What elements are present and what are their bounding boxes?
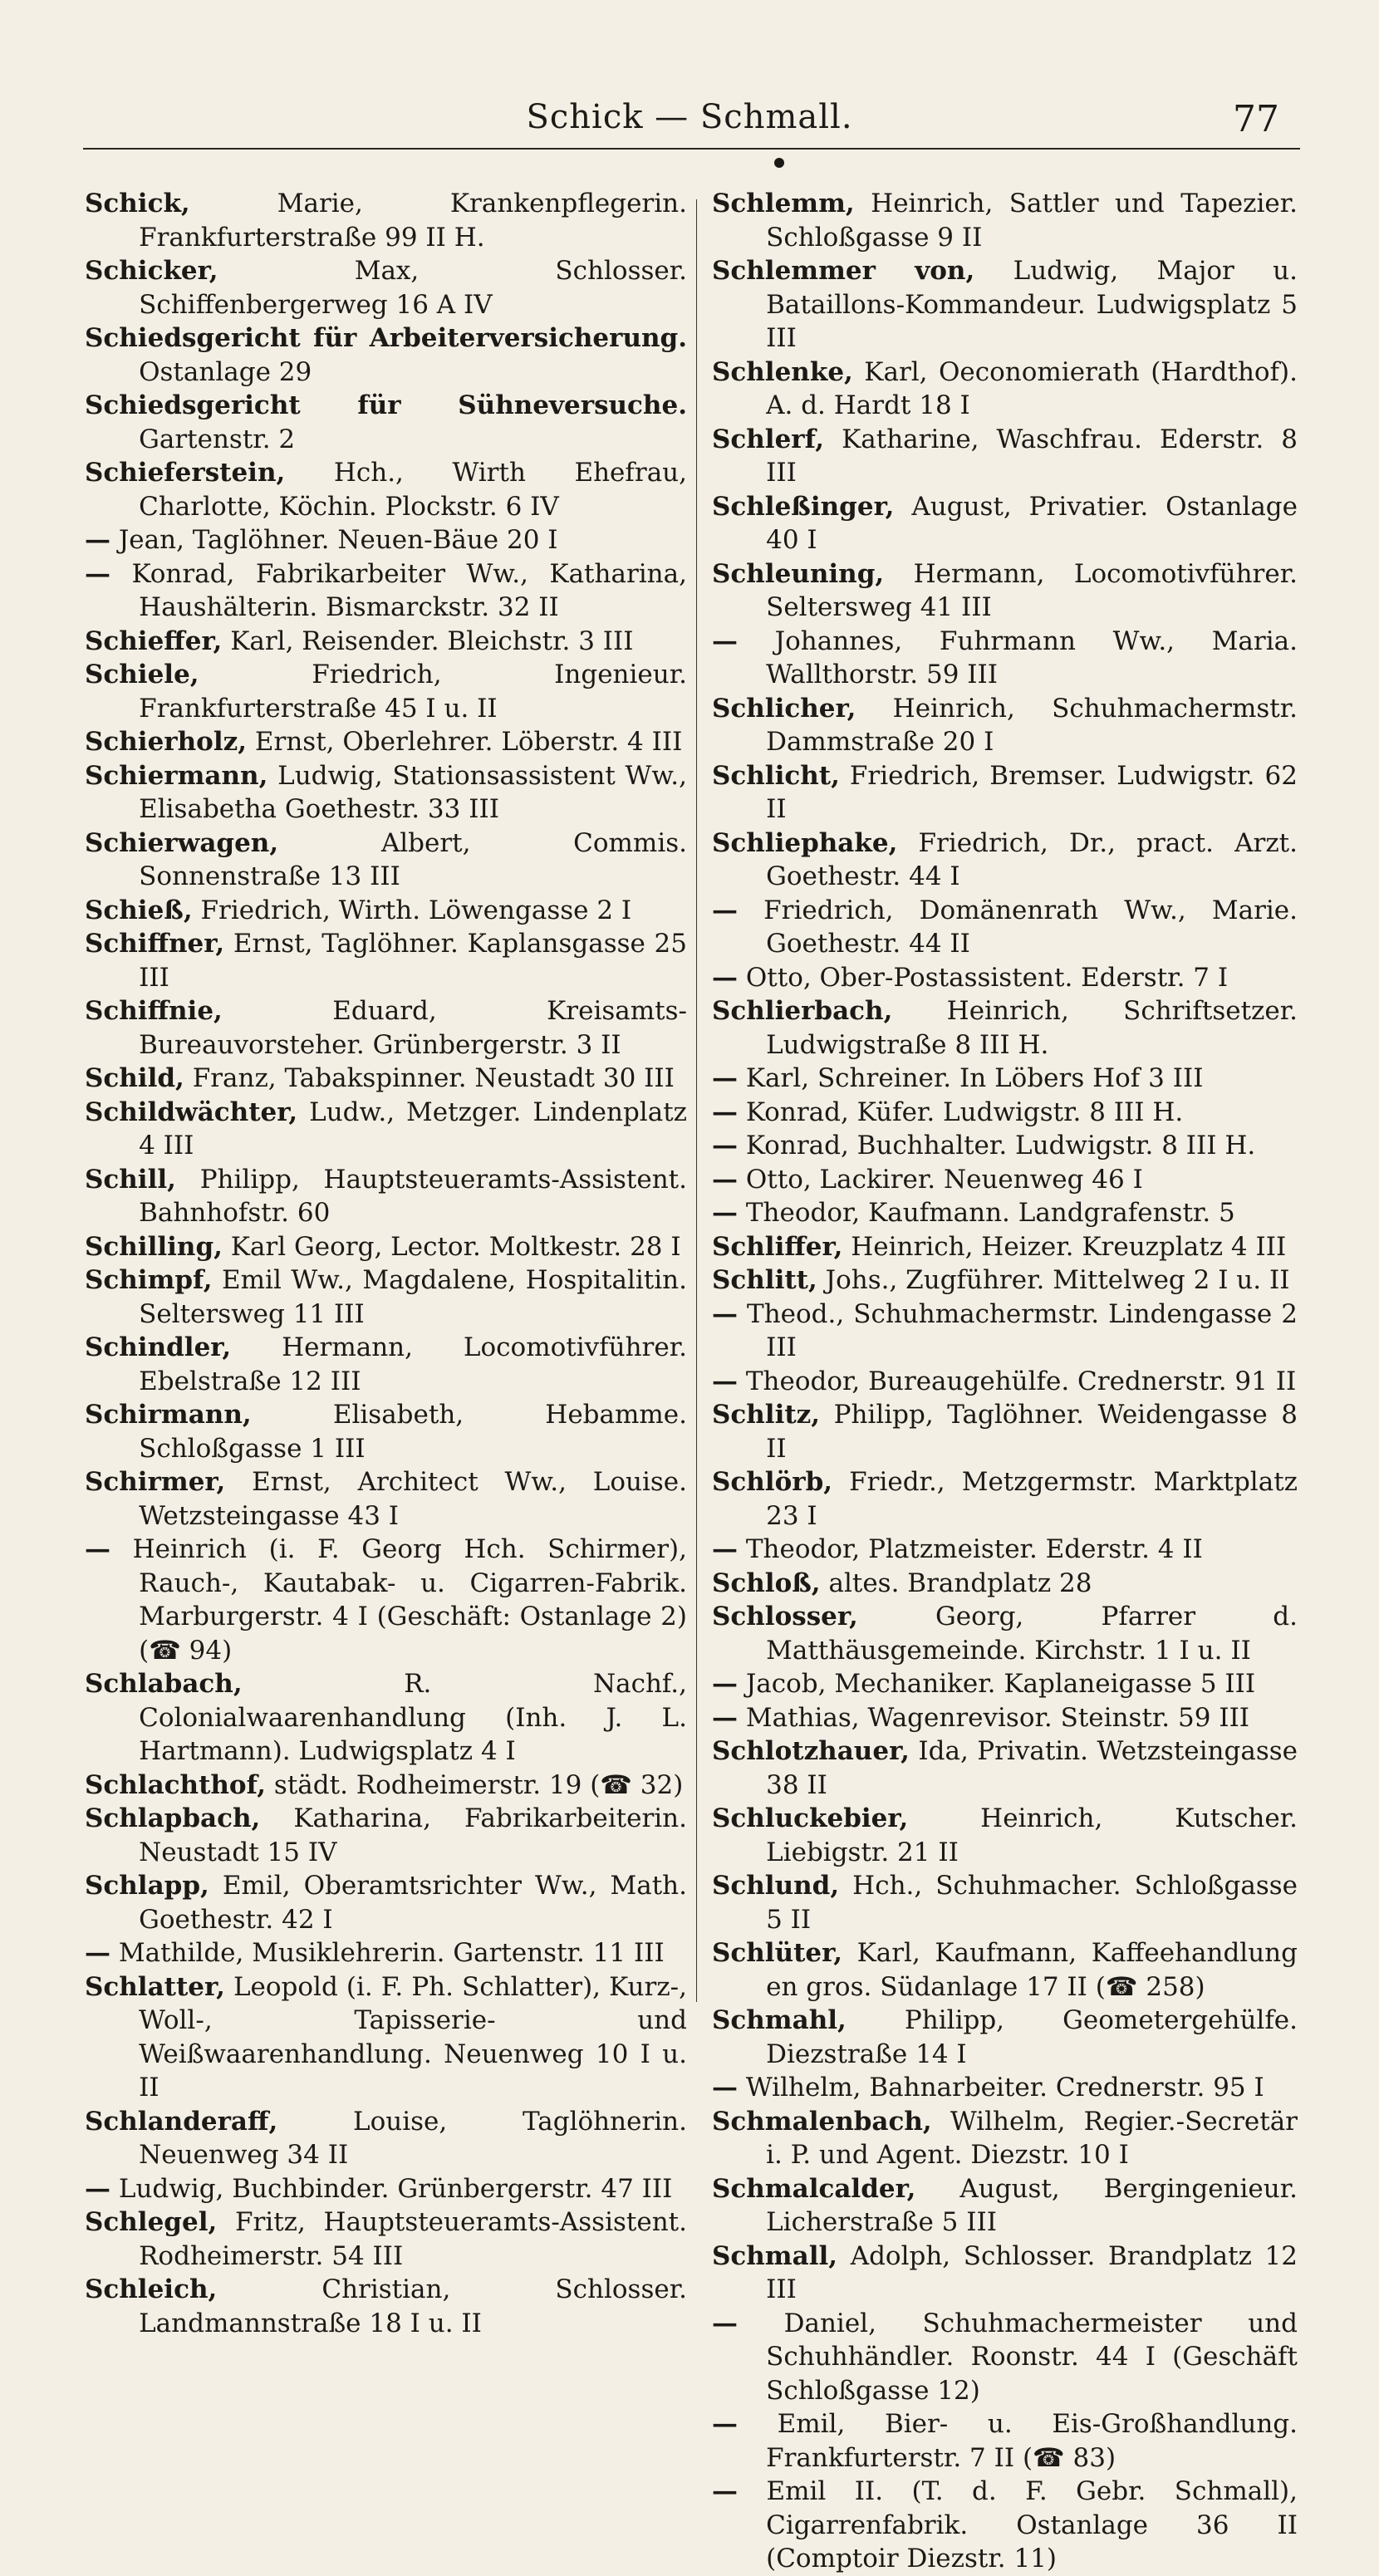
directory-entry (712, 961, 1298, 995)
directory-entry (85, 994, 687, 1062)
entry-details: Franz, Tabakspinner. Neustadt 30 III (192, 1063, 675, 1093)
directory-entry (85, 1163, 687, 1230)
entry-name: Schluckebier, (712, 1803, 909, 1833)
entry-name: Schlerf, (712, 424, 825, 454)
entry-details: Katharine, Waschfrau. Ederstr. 8 III (766, 424, 1298, 488)
entry-details: Johannes, Fuhrmann Ww., Maria. Wallthorstr. 59 III (766, 626, 1298, 689)
entry-name: — (712, 1534, 738, 1564)
directory-entry (85, 456, 687, 523)
entry-details: Ida, Privatin. Wetzsteingasse 38 II (766, 1736, 1298, 1800)
page-number: 77 (1233, 98, 1279, 140)
directory-entry (85, 2105, 687, 2172)
directory-entry (712, 187, 1298, 254)
directory-entry (712, 2475, 1298, 2576)
entry-name: — (85, 558, 110, 589)
entry-details: Theodor, Platzmeister. Ederstr. 4 II (745, 1534, 1203, 1564)
directory-entry (85, 523, 687, 557)
entry-name: Schieß, (85, 895, 193, 925)
directory-entry (712, 2172, 1298, 2240)
directory-entry (85, 2273, 687, 2340)
entry-details: Max, Schlosser. Schiffenbergerweg 16 A IV (139, 256, 687, 320)
entry-name: Schlachthof, (85, 1769, 267, 1800)
entry-details: Adolph, Schlosser. Brandplatz 12 III (766, 2240, 1298, 2304)
directory-entry (712, 356, 1298, 423)
entry-name: Schimpf, (85, 1265, 213, 1295)
entry-details: Fritz, Hauptsteueramts-Assistent. Rodheimerstr. 54 III (139, 2207, 687, 2271)
entry-name: Schirmann, (85, 1400, 252, 1430)
entry-name: Schlund, (712, 1871, 840, 1901)
entry-name: — (85, 1534, 110, 1564)
entry-details: Ernst, Architect Ww., Louise. Wetzsteingasse 43 I (139, 1467, 687, 1531)
directory-entry (85, 389, 687, 456)
entry-details: Friedrich, Bremser. Ludwigstr. 62 II (766, 760, 1298, 824)
directory-entry (712, 1667, 1298, 1701)
entry-details: Friedrich, Wirth. Löwengasse 2 I (200, 895, 632, 925)
entry-details: städt. Rodheimerstr. 19 (☎ 32) (273, 1769, 684, 1800)
entry-name: Schlapbach, (85, 1803, 261, 1833)
entry-name: Schlabach, (85, 1669, 243, 1699)
entry-name: Schiffner, (85, 929, 225, 959)
entry-name: Schlitt, (712, 1265, 817, 1295)
header-rule (83, 148, 1300, 150)
entry-name: — (712, 1131, 738, 1160)
directory-entry (712, 1365, 1298, 1399)
entry-details: Friedrich, Ingenieur. Frankfurterstraße 45 I u. II (139, 660, 688, 724)
entry-details: Hermann, Locomotivführer. Ebelstraße 12 III (139, 1332, 687, 1396)
entry-name: Schlüter, (712, 1938, 843, 1968)
directory-entry (85, 725, 687, 759)
entry-details: Theodor, Kaufmann. Landgrafenstr. 5 (745, 1198, 1235, 1228)
entry-name: Schloß, (712, 1568, 821, 1598)
entry-name: — (712, 1366, 738, 1396)
directory-entry (712, 254, 1298, 356)
directory-entry (85, 759, 687, 827)
directory-entry (85, 1936, 687, 1970)
directory-entry (85, 1769, 687, 1803)
entry-name: Schlapp, (85, 1871, 209, 1901)
directory-entry (712, 827, 1298, 894)
directory-entry (85, 1465, 687, 1533)
entry-details: Theod., Schuhmachermstr. Lindengasse 2 III (747, 1298, 1298, 1362)
entry-details: Theodor, Bureaugehülfe. Crednerstr. 91 II (745, 1366, 1297, 1396)
directory-entry (712, 1096, 1298, 1130)
entry-details: Ludwig, Buchbinder. Grünbergerstr. 47 III (118, 2173, 673, 2204)
entry-name: — (712, 1063, 738, 1093)
entry-details: Daniel, Schuhmachermeister und Schuhhändler. Roonstr. 44 I (Geschäft Schloßgasse 12) (766, 2308, 1298, 2406)
entry-details: Heinrich, Heizer. Kreuzplatz 4 III (851, 1231, 1287, 1262)
entry-details: Konrad, Küfer. Ludwigstr. 8 III H. (745, 1097, 1184, 1127)
directory-entry (712, 1869, 1298, 1936)
entry-details: Konrad, Fabrikarbeiter Ww., Katharina, Haushälterin. Bismarckstr. 32 II (131, 558, 687, 622)
entry-name: Schiedsgericht für Sühneversuche. (85, 390, 687, 420)
entry-name: Schierholz, (85, 727, 248, 757)
entry-name: Schliephake, (712, 827, 898, 858)
entry-name: — (712, 1198, 738, 1228)
directory-entry (712, 2240, 1298, 2307)
entry-details: Karl, Kaufmann, Kaffeehandlung en gros. Südanlage 17 II (☎ 258) (766, 1938, 1298, 2002)
directory-entry (712, 1802, 1298, 1869)
entry-details: Heinrich, Schuhmachermstr. Dammstraße 20 I (766, 693, 1298, 757)
entry-details: Karl, Reisender. Bleichstr. 3 III (230, 626, 634, 656)
entry-name: — (712, 1298, 738, 1329)
entry-name: Schicker, (85, 256, 218, 286)
entry-details: Heinrich, Schriftsetzer. Ludwigstraße 8 III H. (766, 996, 1298, 1060)
entry-details: Mathias, Wagenrevisor. Steinstr. 59 III (745, 1702, 1250, 1733)
directory-entry (85, 254, 687, 321)
directory-entry (712, 1230, 1298, 1264)
entry-details: Georg, Pfarrer d. Matthäusgemeinde. Kirchstr. 1 I u. II (766, 1602, 1298, 1666)
directory-entry (712, 490, 1298, 557)
entry-details: Hch., Wirth Ehefrau, Charlotte, Köchin. Plockstr. 6 IV (139, 458, 687, 522)
entry-details: Emil, Bier- u. Eis-Großhandlung. Frankfurterstr. 7 II (☎ 83) (766, 2409, 1298, 2473)
directory-entry (85, 827, 687, 894)
entry-name: Schindler, (85, 1332, 232, 1362)
entry-details: Emil, Oberamtsrichter Ww., Math. Goethestr. 42 I (139, 1871, 687, 1935)
directory-entry (712, 423, 1298, 490)
entry-details: Emil II. (T. d. F. Gebr. Schmall), Cigarrenfabrik. Ostanlage 36 II (Comptoir Diezstr. 11) (766, 2476, 1298, 2574)
entry-name: Schlanderaff, (85, 2106, 278, 2137)
directory-entry (712, 1701, 1298, 1735)
entry-details: Friedrich, Domänenrath Ww., Marie. Goethestr. 44 II (763, 895, 1298, 959)
entry-name: Schieferstein, (85, 458, 286, 488)
entry-details: Albert, Commis. Sonnenstraße 13 III (139, 827, 688, 891)
directory-entry (85, 557, 687, 625)
entry-name: — (712, 895, 738, 925)
directory-entry (712, 1465, 1298, 1533)
directory-entry (85, 321, 687, 389)
entry-name: Schill, (85, 1164, 176, 1195)
running-title: Schick — Schmall. (526, 98, 853, 136)
directory-entry (85, 1802, 687, 1869)
directory-entry (85, 1667, 687, 1769)
entry-details: Friedr., Metzgermstr. Marktplatz 23 I (766, 1467, 1298, 1531)
directory-entry (712, 994, 1298, 1062)
entry-details: Karl, Oeconomierath (Hardthof). A. d. Hardt 18 I (766, 356, 1298, 420)
entry-name: — (712, 1702, 738, 1733)
entry-name: — (712, 962, 738, 993)
entry-name: — (712, 2308, 738, 2338)
entry-details: R. Nachf., Colonialwaarenhandlung (Inh. J. L. Hartmann). Ludwigsplatz 4 I (139, 1669, 687, 1766)
directory-entry (85, 1062, 687, 1096)
entry-details: Wilhelm, Bahnarbeiter. Crednerstr. 95 I (745, 2073, 1264, 2103)
directory-entry (712, 1062, 1298, 1096)
entry-name: Schick, (85, 189, 190, 218)
entry-details: Katharina, Fabrikarbeiterin. Neustadt 15 IV (139, 1803, 687, 1867)
entry-details: Emil Ww., Magdalene, Hospitalitin. Seltersweg 11 III (139, 1265, 687, 1329)
entry-details: Elisabeth, Hebamme. Schloßgasse 1 III (139, 1400, 687, 1464)
entry-details: Mathilde, Musiklehrerin. Gartenstr. 11 III (118, 1938, 665, 1968)
entry-details: Konrad, Buchhalter. Ludwigstr. 8 III H. (745, 1131, 1256, 1160)
directory-entry (85, 1398, 687, 1465)
directory-entry (85, 1096, 687, 1163)
entry-details: August, Privatier. Ostanlage 40 I (766, 491, 1298, 555)
entry-details: Johs., Zugführer. Mittelweg 2 I u. II (825, 1265, 1290, 1295)
directory-entry (712, 1263, 1298, 1298)
directory-entry (85, 658, 687, 725)
entry-details: Gartenstr. 2 (139, 424, 296, 454)
entry-name: Schlotzhauer, (712, 1736, 910, 1766)
entry-details: Marie, Krankenpflegerin. Frankfurterstraße 99 II H. (139, 189, 687, 253)
entry-details: altes. Brandplatz 28 (828, 1568, 1092, 1598)
entry-details: Hermann, Locomotivführer. Seltersweg 41 III (766, 558, 1298, 622)
entry-name: — (85, 525, 110, 555)
entry-name: Schiedsgericht für Arbeiterversicherung. (85, 323, 687, 353)
entry-name: — (712, 1164, 738, 1195)
directory-entry (712, 2071, 1298, 2105)
directory-entry (712, 1298, 1298, 1365)
entry-name: Schleuning, (712, 558, 885, 589)
directory-entry (85, 1263, 687, 1331)
directory-entry (712, 1600, 1298, 1667)
entry-name: Schlemm, (712, 189, 855, 218)
directory-entry (712, 2307, 1298, 2408)
entry-details: Leopold (i. F. Ph. Schlatter), Kurz-, Woll-, Tapisserie- und Weißwaarenhandlung. Neuenweg 10 I u. II (139, 1971, 687, 2103)
directory-entry (712, 759, 1298, 827)
entry-name: Schlatter, (85, 1971, 225, 2002)
ornament-dot (774, 158, 784, 168)
entry-name: Schlenke, (712, 356, 853, 387)
directory-entry (712, 1129, 1298, 1163)
directory-entry (712, 2105, 1298, 2172)
entry-details: Friedrich, Dr., pract. Arzt. Goethestr. 44 I (766, 827, 1298, 891)
directory-entry (712, 1567, 1298, 1601)
directory-entry (85, 927, 687, 994)
entry-details: Louise, Taglöhnerin. Neuenweg 34 II (139, 2106, 687, 2170)
entry-name: — (85, 2173, 110, 2204)
entry-name: Schlosser, (712, 1602, 858, 1631)
directory-entry (85, 1869, 687, 1936)
entry-details: Philipp, Hauptsteueramts-Assistent. Bahnhofstr. 60 (139, 1164, 687, 1228)
directory-entry (712, 1735, 1298, 1802)
entry-details: Otto, Ober-Postassistent. Ederstr. 7 I (745, 962, 1229, 993)
directory-entry (712, 1936, 1298, 2004)
directory-entry (712, 1163, 1298, 1197)
entry-name: — (712, 1097, 738, 1127)
entry-details: Eduard, Kreisamts-Bureauvorsteher. Grünbergerstr. 3 II (139, 996, 687, 1060)
directory-entry (85, 2172, 687, 2206)
entry-name: — (712, 2476, 738, 2506)
directory-entry (85, 894, 687, 928)
directory-entry (712, 557, 1298, 625)
directory-entry (85, 187, 687, 254)
entry-details: Ostanlage 29 (139, 356, 312, 387)
entry-name: — (712, 2409, 738, 2439)
entry-name: Schleich, (85, 2274, 218, 2304)
entry-name: — (712, 1669, 738, 1699)
directory-entry (712, 692, 1298, 759)
directory-entry (712, 625, 1298, 692)
entry-details: Otto, Lackirer. Neuenweg 46 I (745, 1164, 1143, 1195)
directory-entry (85, 1331, 687, 1398)
entry-details: Wilhelm, Regier.-Secretär i. P. und Agent. Diezstr. 10 I (766, 2106, 1298, 2170)
directory-entry (85, 1533, 687, 1667)
entry-details: Philipp, Taglöhner. Weidengasse 8 II (766, 1400, 1298, 1464)
entry-name: Schleßinger, (712, 491, 895, 522)
entry-details: Jacob, Mechaniker. Kaplaneigasse 5 III (745, 1669, 1256, 1699)
entry-details: Hch., Schuhmacher. Schloßgasse 5 II (766, 1871, 1298, 1935)
entry-details: Heinrich (i. F. Georg Hch. Schirmer), Rauch-, Kautabak- u. Cigarren-Fabrik. Marburgerstr. 4 I (Geschäft: Ostanlage 2) (☎ 94) (132, 1534, 687, 1666)
directory-entry (712, 894, 1298, 961)
entry-details: Ernst, Taglöhner. Kaplansgasse 25 III (139, 929, 687, 993)
entry-name: — (85, 1938, 110, 1968)
entry-name: — (712, 2073, 738, 2103)
entry-details: Ernst, Oberlehrer. Löberstr. 4 III (254, 727, 683, 757)
entry-name: Schlierbach, (712, 996, 893, 1026)
directory-entry (712, 1398, 1298, 1465)
directory-entry (85, 1970, 687, 2105)
directory-entry (712, 2407, 1298, 2475)
entry-name: Schlegel, (85, 2207, 218, 2237)
entry-name: Schmalenbach, (712, 2106, 932, 2137)
entry-name: Schirmer, (85, 1467, 226, 1497)
entry-name: Schiffnie, (85, 996, 223, 1026)
directory-entry (712, 2004, 1298, 2071)
directory-entry (85, 625, 687, 659)
right-column (712, 187, 1298, 2576)
entry-name: Schlörb, (712, 1467, 833, 1497)
entry-details: Ludwig, Major u. Bataillons-Kommandeur. Ludwigsplatz 5 III (766, 256, 1298, 353)
directory-entry (85, 1230, 687, 1264)
entry-name: Schlemmer von, (712, 256, 975, 286)
directory-entry (85, 2206, 687, 2273)
entry-details: Heinrich, Sattler und Tapezier. Schloßgasse 9 II (766, 189, 1298, 253)
entry-name: Schmalcalder, (712, 2173, 916, 2204)
entry-name: Schild, (85, 1063, 184, 1093)
entry-name: Schierwagen, (85, 827, 279, 858)
left-column (85, 187, 687, 2340)
entry-details: Ludw., Metzger. Lindenplatz 4 III (139, 1097, 687, 1160)
entry-name: Schilling, (85, 1231, 223, 1262)
entry-details: August, Bergingenieur. Licherstraße 5 III (766, 2173, 1298, 2237)
entry-name: Schlicht, (712, 760, 840, 791)
entry-name: Schmahl, (712, 2005, 847, 2035)
entry-name: Schmall, (712, 2240, 838, 2271)
entry-name: Schildwächter, (85, 1097, 298, 1127)
entry-details: Jean, Taglöhner. Neuen-Bäue 20 I (118, 525, 558, 555)
entry-name: Schiermann, (85, 760, 268, 791)
entry-name: — (712, 626, 738, 656)
column-divider (696, 199, 697, 2002)
entry-name: Schiele, (85, 660, 199, 689)
entry-name: Schliffer, (712, 1231, 843, 1262)
entry-name: Schlicher, (712, 693, 856, 724)
entry-details: Karl, Schreiner. In Löbers Hof 3 III (745, 1063, 1204, 1093)
entry-name: Schieffer, (85, 626, 223, 656)
entry-name: Schlitz, (712, 1400, 821, 1430)
entry-details: Philipp, Geometergehülfe. Diezstraße 14 I (766, 2005, 1298, 2069)
directory-entry (712, 1196, 1298, 1230)
directory-entry (712, 1533, 1298, 1567)
entry-details: Ludwig, Stationsassistent Ww., Elisabetha Goethestr. 33 III (139, 760, 687, 824)
entry-details: Heinrich, Kutscher. Liebigstr. 21 II (766, 1803, 1298, 1867)
entry-details: Karl Georg, Lector. Moltkestr. 28 I (230, 1231, 681, 1262)
entry-details: Christian, Schlosser. Landmannstraße 18 I u. II (139, 2274, 687, 2338)
